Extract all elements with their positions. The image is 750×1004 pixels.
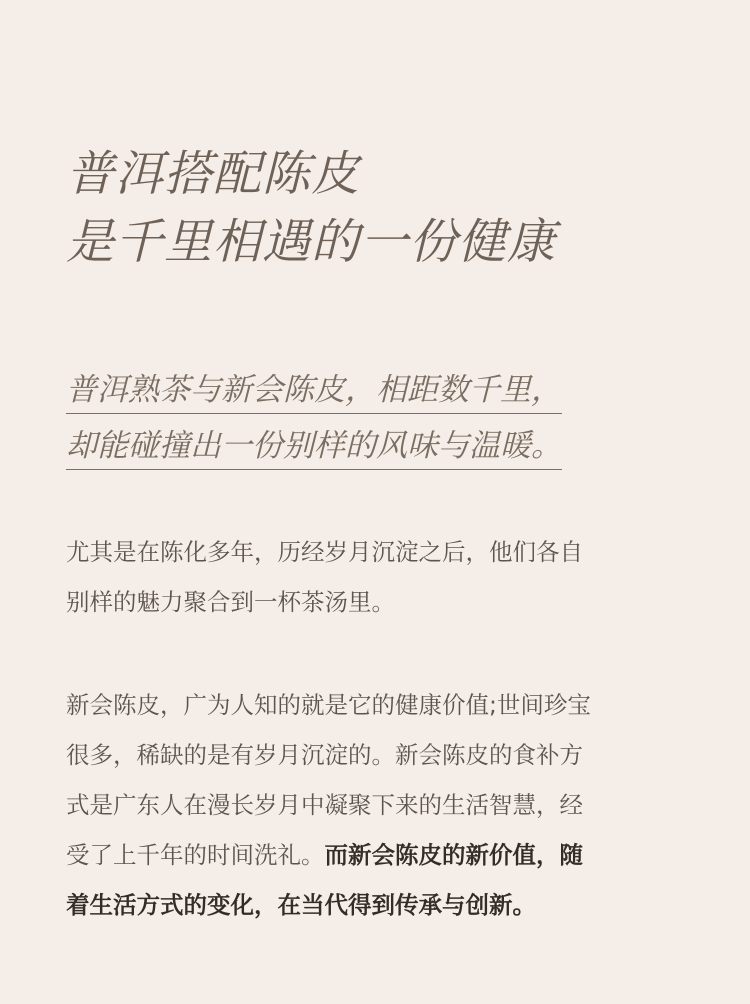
paragraph-value-line-1: 新会陈皮，广为人知的就是它的健康价值;世间珍宝 (66, 691, 591, 719)
paragraph-aging-line-1: 尤其是在陈化多年，历经岁月沉淀之后，他们各自 (66, 538, 583, 566)
subtitle-line-1: 普洱熟茶与新会陈皮，相距数千里， (66, 367, 562, 414)
paragraph-chenpi-value (66, 680, 686, 930)
subtitle (66, 364, 706, 476)
paragraph-value-line-4-bold: 而新会陈皮的新价值，随 (324, 841, 583, 869)
paragraph-value-line-2: 很多，稀缺的是有岁月沉淀的。新会陈皮的食补方 (66, 741, 583, 769)
paragraph-value-line-5-bold: 着生活方式的变化，在当代得到传承与创新。 (66, 891, 536, 919)
paragraph-value-line-5 (66, 880, 686, 930)
title-line-2: 是千里相遇的一份健康 (66, 214, 557, 270)
paragraph-value-line-4 (66, 830, 686, 880)
title-line-1: 普洱搭配陈皮 (66, 146, 361, 202)
paragraph-value-line-4-normal: 受了上千年的时间洗礼。 (66, 841, 325, 869)
page-title (66, 140, 706, 276)
paragraph-aging-line-2: 别样的魅力聚合到一杯茶汤里。 (66, 588, 395, 616)
subtitle-line-2: 却能碰撞出一份别样的风味与温暖。 (66, 423, 562, 470)
paragraph-aging (66, 527, 686, 627)
paragraph-value-line-3: 式是广东人在漫长岁月中凝聚下来的生活智慧，经 (66, 791, 583, 819)
